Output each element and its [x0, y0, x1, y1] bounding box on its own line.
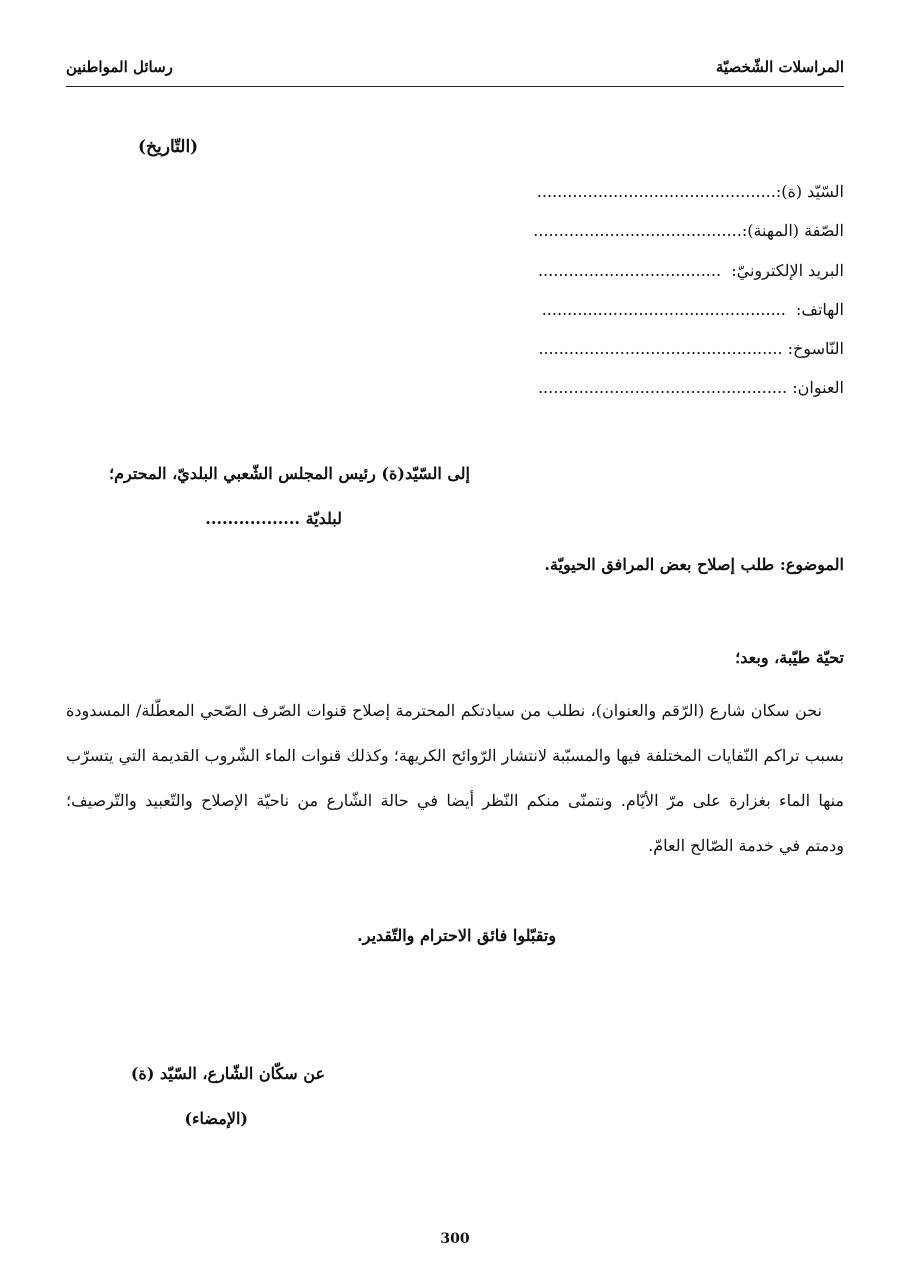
field-label: البريد الإلكترونيّ: [731, 261, 844, 280]
field-label: النّاسوخ: [787, 339, 844, 358]
field-dots: ......................................... [533, 221, 742, 240]
signature-placeholder: (الإمضاء) [184, 1109, 248, 1128]
sender-field-address [538, 378, 844, 397]
sender-field-profession [533, 221, 844, 240]
date-placeholder: (التّاريخ) [138, 137, 199, 157]
field-label: العنوان: [792, 378, 844, 397]
field-label: السّيّد (ة): [775, 182, 844, 201]
letter-subject: الموضوع: طلب إصلاح بعض المرافق الحيويّة. [544, 555, 844, 574]
greeting: تحيّة طيّبة، وبعد؛ [735, 648, 844, 667]
body-line: بسبب تراكم النّفايات المختلفة فيها والمسبّبة لانتشار الرّوائح الكريهة؛ وكذلك قنوات الماء الشّروب القديمة التي يتسرّب [66, 746, 844, 765]
recipient-line: إلى السّيّد(ة) رئيس المجلس الشّعبي البلديّ، المحترم؛ [109, 464, 470, 483]
recipient-municipality: لبلديّة ................. [205, 509, 342, 528]
field-label: الهاتف: [796, 300, 844, 319]
body-line: منها الماء بغزارة على مرّ الأيّام. ونتمنّى منكم النّظر أيضا في حالة الشّارع من ناحيّة الإصلاح والتّعبيد والتّرصيف؛ [66, 791, 844, 810]
sender-field-phone [542, 300, 844, 319]
sender-field-fax [538, 339, 844, 358]
sender-field-name [537, 182, 844, 201]
field-dots: ............................................... [536, 182, 776, 201]
running-header-right: المراسلات الشّخصيّة [715, 58, 844, 76]
letter-body [66, 688, 844, 868]
signature-line: عن سكّان الشّارع، السّيّد (ة) [130, 1064, 325, 1083]
field-label: الصّفة (المهنة): [741, 221, 844, 240]
page-number: 300 [440, 1231, 470, 1247]
field-dots: ................................................ [541, 300, 786, 319]
field-dots: ................................................. [537, 378, 788, 397]
header-rule [66, 86, 844, 87]
body-line: ودمتم في خدمة الصّالح العامّ. [648, 836, 844, 855]
running-header-left: رسائل المواطنين [66, 58, 173, 76]
field-dots: ................................................ [538, 339, 783, 358]
body-line: نحن سكان شارع (الرّقم والعنوان)، نطلب من سيادتكم المحترمة إصلاح قنوات الصّرف الصّحي المعطّلة/ المسدودة [66, 701, 822, 720]
sender-field-email [538, 261, 844, 280]
closing-formula: وتقبّلوا فائق الاحترام والتّقدير. [357, 926, 556, 945]
field-dots: .................................... [537, 261, 722, 280]
